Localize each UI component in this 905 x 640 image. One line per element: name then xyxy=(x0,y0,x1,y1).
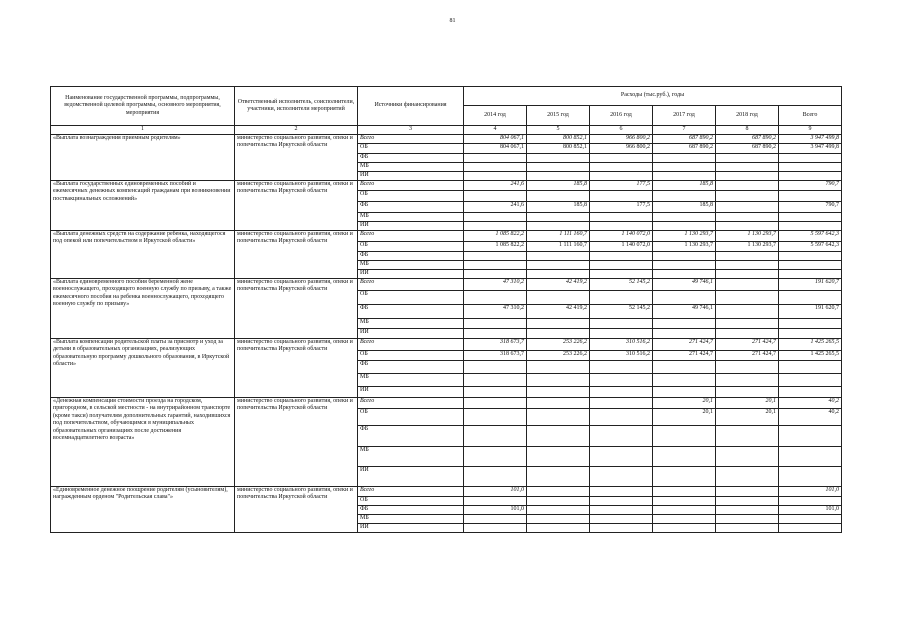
amount-cell: 20,1 xyxy=(653,408,716,425)
amount-cell xyxy=(527,290,590,304)
amount-cell xyxy=(716,162,779,171)
amount-cell xyxy=(590,505,653,514)
amount-cell xyxy=(779,290,842,304)
amount-cell xyxy=(590,446,653,466)
executor: министерство социального развития, опеки и попечительства Иркутской области xyxy=(235,338,358,397)
funding-source: ОБ xyxy=(358,496,464,505)
amount-cell: 177,5 xyxy=(590,201,653,212)
amount-cell: 5 597 642,3 xyxy=(779,241,842,251)
amount-cell xyxy=(653,162,716,171)
table-row xyxy=(51,180,842,190)
table-row xyxy=(51,134,842,143)
funding-source: ФБ xyxy=(358,360,464,373)
activity-name: «Выплата компенсации родительской платы за присмотр и уход за детьми в образовательных организациях, реализующих образовательную программу дошкольного образования, в Иркутской области» xyxy=(51,338,235,397)
amount-cell xyxy=(716,290,779,304)
amount-cell xyxy=(527,153,590,162)
funding-source: МБ xyxy=(358,260,464,269)
amount-cell: 40,2 xyxy=(779,397,842,408)
amount-cell xyxy=(527,212,590,221)
amount-cell xyxy=(464,212,527,221)
amount-cell: 271 424,7 xyxy=(653,350,716,360)
amount-cell xyxy=(464,328,527,338)
amount-cell xyxy=(464,260,527,269)
column-numbers-row xyxy=(51,126,842,135)
amount-cell: 800 852,1 xyxy=(527,134,590,143)
executor: министерство социального развития, опеки и попечительства Иркутской области xyxy=(235,397,358,486)
amount-cell: 310 516,2 xyxy=(590,350,653,360)
amount-cell xyxy=(653,269,716,278)
amount-cell: 1 085 822,2 xyxy=(464,230,527,241)
funding-source: ИИ xyxy=(358,386,464,397)
executor: министерство социального развития, опеки и попечительства Иркутской области xyxy=(235,134,358,180)
funding-source: ФБ xyxy=(358,304,464,318)
amount-cell xyxy=(464,269,527,278)
amount-cell xyxy=(653,260,716,269)
executor: министерство социального развития, опеки и попечительства Иркутской области xyxy=(235,278,358,338)
amount-cell: 3 947 499,8 xyxy=(779,143,842,153)
activity-name: «Денежная компенсация стоимости проезда на городском, пригородном, в сельской местности - на внутрирайонном транспорте (кроме такси) получателям дополнительных гарантий, находившихся под попечительством, обучающимся в муниципальных образовательных организациях после достижения восемнадцатилетнего возраста» xyxy=(51,397,235,486)
amount-cell xyxy=(590,486,653,496)
amount-cell xyxy=(716,328,779,338)
amount-cell xyxy=(527,386,590,397)
amount-cell: 42 419,2 xyxy=(527,304,590,318)
column-number: 4 xyxy=(464,126,527,135)
amount-cell xyxy=(716,505,779,514)
amount-cell xyxy=(779,221,842,230)
funding-source: ОБ xyxy=(358,350,464,360)
amount-cell xyxy=(779,260,842,269)
amount-cell xyxy=(716,260,779,269)
amount-cell: 101,0 xyxy=(779,505,842,514)
column-number: 9 xyxy=(779,126,842,135)
funding-source: МБ xyxy=(358,446,464,466)
amount-cell xyxy=(590,408,653,425)
amount-cell: 5 597 642,3 xyxy=(779,230,842,241)
amount-cell: 310 516,2 xyxy=(590,338,653,350)
amount-cell: 1 111 160,7 xyxy=(527,230,590,241)
amount-cell: 47 310,2 xyxy=(464,278,527,290)
amount-cell xyxy=(464,318,527,328)
column-number: 7 xyxy=(653,126,716,135)
amount-cell xyxy=(716,318,779,328)
amount-cell: 52 145,2 xyxy=(590,278,653,290)
amount-cell xyxy=(653,446,716,466)
header-executor: Ответственный исполнитель, соисполнители, участники, исполнители мероприятий xyxy=(235,87,358,126)
amount-cell xyxy=(527,514,590,523)
amount-cell xyxy=(527,496,590,505)
amount-cell: 241,6 xyxy=(464,201,527,212)
funding-source: МБ xyxy=(358,318,464,328)
amount-cell: 318 673,7 xyxy=(464,338,527,350)
amount-cell xyxy=(590,251,653,260)
amount-cell xyxy=(716,171,779,180)
amount-cell xyxy=(716,466,779,486)
amount-cell xyxy=(716,190,779,201)
amount-cell xyxy=(590,190,653,201)
amount-cell xyxy=(527,260,590,269)
amount-cell xyxy=(590,162,653,171)
amount-cell xyxy=(716,269,779,278)
amount-cell xyxy=(464,251,527,260)
table-row xyxy=(51,486,842,496)
amount-cell xyxy=(590,171,653,180)
amount-cell xyxy=(590,514,653,523)
amount-cell xyxy=(779,514,842,523)
amount-cell xyxy=(527,505,590,514)
amount-cell xyxy=(527,486,590,496)
amount-cell: 1 130 293,7 xyxy=(716,241,779,251)
funding-source: Всего xyxy=(358,397,464,408)
amount-cell: 687 890,2 xyxy=(653,143,716,153)
amount-cell: 241,6 xyxy=(464,180,527,190)
amount-cell xyxy=(716,486,779,496)
amount-cell xyxy=(590,290,653,304)
amount-cell: 1 425 265,5 xyxy=(779,350,842,360)
amount-cell xyxy=(779,386,842,397)
amount-cell xyxy=(779,425,842,446)
amount-cell: 191 620,7 xyxy=(779,278,842,290)
amount-cell: 185,8 xyxy=(527,201,590,212)
funding-source: ФБ xyxy=(358,201,464,212)
amount-cell: 1 085 822,2 xyxy=(464,241,527,251)
amount-cell: 687 890,2 xyxy=(716,143,779,153)
header-year: 2014 год xyxy=(464,106,527,126)
amount-cell: 790,7 xyxy=(779,201,842,212)
amount-cell: 1 130 293,7 xyxy=(716,230,779,241)
amount-cell xyxy=(464,496,527,505)
amount-cell: 253 226,2 xyxy=(527,338,590,350)
amount-cell: 185,8 xyxy=(653,201,716,212)
amount-cell xyxy=(464,523,527,532)
funding-source: ОБ xyxy=(358,241,464,251)
amount-cell xyxy=(527,397,590,408)
amount-cell xyxy=(779,153,842,162)
column-number: 8 xyxy=(716,126,779,135)
executor: министерство социального развития, опеки и попечительства Иркутской области xyxy=(235,180,358,230)
amount-cell xyxy=(464,466,527,486)
header-name: Наименование государственной программы, подпрограммы, ведомственной целевой программы, основного мероприятия, мероприятия xyxy=(51,87,235,126)
amount-cell xyxy=(779,466,842,486)
amount-cell xyxy=(464,221,527,230)
header-expenses: Расходы (тыс.руб.), годы xyxy=(464,87,842,106)
funding-source: ОБ xyxy=(358,190,464,201)
amount-cell xyxy=(464,153,527,162)
table-body xyxy=(51,134,842,532)
amount-cell: 49 746,1 xyxy=(653,278,716,290)
funding-source: ФБ xyxy=(358,153,464,162)
amount-cell: 800 852,1 xyxy=(527,143,590,153)
amount-cell: 1 425 265,5 xyxy=(779,338,842,350)
amount-cell xyxy=(653,290,716,304)
amount-cell: 1 140 072,0 xyxy=(590,241,653,251)
amount-cell xyxy=(779,496,842,505)
amount-cell xyxy=(590,373,653,386)
activity-name: «Выплата государственных единовременных пособий и ежемесячных денежных компенсаций гражданам при возникновении поствакцинальных осложнений» xyxy=(51,180,235,230)
amount-cell xyxy=(527,523,590,532)
amount-cell: 271 424,7 xyxy=(716,338,779,350)
amount-cell: 47 310,2 xyxy=(464,304,527,318)
amount-cell xyxy=(464,190,527,201)
amount-cell xyxy=(653,386,716,397)
funding-source: ИИ xyxy=(358,171,464,180)
amount-cell: 40,2 xyxy=(779,408,842,425)
amount-cell xyxy=(653,425,716,446)
amount-cell: 20,1 xyxy=(716,408,779,425)
amount-cell xyxy=(653,514,716,523)
header-year: 2017 год xyxy=(653,106,716,126)
amount-cell xyxy=(653,360,716,373)
amount-cell xyxy=(527,446,590,466)
amount-cell xyxy=(464,373,527,386)
amount-cell xyxy=(527,171,590,180)
amount-cell xyxy=(653,171,716,180)
amount-cell xyxy=(653,328,716,338)
amount-cell xyxy=(590,260,653,269)
funding-source: Всего xyxy=(358,278,464,290)
amount-cell: 687 890,2 xyxy=(716,134,779,143)
amount-cell xyxy=(779,212,842,221)
funding-source: Всего xyxy=(358,486,464,496)
amount-cell xyxy=(527,373,590,386)
amount-cell xyxy=(590,328,653,338)
funding-source: ИИ xyxy=(358,328,464,338)
table-row xyxy=(51,397,842,408)
amount-cell xyxy=(653,486,716,496)
amount-cell xyxy=(464,408,527,425)
amount-cell xyxy=(716,221,779,230)
funding-source: ОБ xyxy=(358,408,464,425)
amount-cell xyxy=(653,505,716,514)
amount-cell: 790,7 xyxy=(779,180,842,190)
amount-cell xyxy=(464,514,527,523)
funding-source: ФБ xyxy=(358,505,464,514)
amount-cell xyxy=(527,190,590,201)
amount-cell xyxy=(716,180,779,190)
amount-cell: 1 140 072,0 xyxy=(590,230,653,241)
amount-cell xyxy=(653,318,716,328)
column-number: 1 xyxy=(51,126,235,135)
amount-cell xyxy=(779,373,842,386)
amount-cell: 1 130 293,7 xyxy=(653,230,716,241)
amount-cell xyxy=(464,425,527,446)
amount-cell xyxy=(464,171,527,180)
amount-cell xyxy=(779,171,842,180)
amount-cell xyxy=(716,446,779,466)
amount-cell xyxy=(590,425,653,446)
funding-source: ИИ xyxy=(358,523,464,532)
funding-source: ИИ xyxy=(358,221,464,230)
amount-cell xyxy=(653,373,716,386)
funding-source: МБ xyxy=(358,373,464,386)
amount-cell xyxy=(527,318,590,328)
amount-cell: 804 067,1 xyxy=(464,134,527,143)
amount-cell xyxy=(716,251,779,260)
expenses-table xyxy=(50,86,842,533)
header-year: 2015 год xyxy=(527,106,590,126)
header-year: Всего xyxy=(779,106,842,126)
amount-cell xyxy=(653,523,716,532)
header-year: 2016 год xyxy=(590,106,653,126)
amount-cell xyxy=(590,496,653,505)
amount-cell xyxy=(590,360,653,373)
amount-cell xyxy=(779,360,842,373)
amount-cell xyxy=(716,386,779,397)
amount-cell: 177,5 xyxy=(590,180,653,190)
funding-source: ФБ xyxy=(358,251,464,260)
amount-cell xyxy=(590,212,653,221)
amount-cell: 101,0 xyxy=(464,486,527,496)
amount-cell xyxy=(590,153,653,162)
funding-source: ИИ xyxy=(358,466,464,486)
amount-cell: 52 145,2 xyxy=(590,304,653,318)
amount-cell: 20,1 xyxy=(716,397,779,408)
amount-cell xyxy=(464,446,527,466)
column-number: 6 xyxy=(590,126,653,135)
amount-cell xyxy=(716,523,779,532)
executor: министерство социального развития, опеки и попечительства Иркутской области xyxy=(235,486,358,532)
column-number: 3 xyxy=(358,126,464,135)
amount-cell xyxy=(590,523,653,532)
amount-cell: 318 673,7 xyxy=(464,350,527,360)
amount-cell: 1 111 160,7 xyxy=(527,241,590,251)
activity-name: «Выплата единовременного пособия беременной жене военнослужащего, проходящего военную службу по призыву, а также ежемесячного пособия на ребенка военнослужащего, проходящего военную службу по призыву» xyxy=(51,278,235,338)
amount-cell xyxy=(653,153,716,162)
amount-cell xyxy=(527,328,590,338)
amount-cell xyxy=(653,251,716,260)
amount-cell xyxy=(716,212,779,221)
amount-cell xyxy=(527,466,590,486)
funding-source: ОБ xyxy=(358,143,464,153)
header-source: Источники финансирования xyxy=(358,87,464,126)
amount-cell xyxy=(716,153,779,162)
amount-cell: 1 130 293,7 xyxy=(653,241,716,251)
activity-name: «Выплата денежных средств на содержание ребенка, находящегося под опекой или попечительством в Иркутской области» xyxy=(51,230,235,278)
amount-cell xyxy=(779,446,842,466)
amount-cell: 271 424,7 xyxy=(653,338,716,350)
amount-cell xyxy=(779,328,842,338)
activity-name: «Выплата вознаграждения приемным родителям» xyxy=(51,134,235,180)
amount-cell xyxy=(464,397,527,408)
amount-cell xyxy=(653,190,716,201)
activity-name: «Единовременное денежное поощрение родителям (усыновителям), награжденным орденом "Родительская слава"» xyxy=(51,486,235,532)
amount-cell xyxy=(527,221,590,230)
amount-cell: 185,8 xyxy=(527,180,590,190)
funding-source: Всего xyxy=(358,338,464,350)
amount-cell: 253 226,2 xyxy=(527,350,590,360)
amount-cell xyxy=(464,360,527,373)
column-number: 2 xyxy=(235,126,358,135)
amount-cell xyxy=(527,408,590,425)
amount-cell xyxy=(590,386,653,397)
table-row xyxy=(51,230,842,241)
funding-source: ОБ xyxy=(358,290,464,304)
amount-cell xyxy=(716,201,779,212)
amount-cell xyxy=(653,221,716,230)
amount-cell: 966 800,2 xyxy=(590,134,653,143)
amount-cell: 804 067,1 xyxy=(464,143,527,153)
amount-cell xyxy=(527,251,590,260)
amount-cell xyxy=(527,425,590,446)
funding-source: МБ xyxy=(358,212,464,221)
amount-cell xyxy=(590,466,653,486)
amount-cell xyxy=(464,386,527,397)
amount-cell xyxy=(464,162,527,171)
funding-source: ФБ xyxy=(358,425,464,446)
amount-cell xyxy=(590,269,653,278)
amount-cell: 3 947 499,8 xyxy=(779,134,842,143)
funding-source: ИИ xyxy=(358,269,464,278)
amount-cell xyxy=(716,360,779,373)
amount-cell: 101,0 xyxy=(464,505,527,514)
amount-cell xyxy=(653,496,716,505)
amount-cell xyxy=(464,290,527,304)
amount-cell xyxy=(716,496,779,505)
amount-cell xyxy=(590,318,653,328)
amount-cell xyxy=(779,318,842,328)
table-row xyxy=(51,338,842,350)
amount-cell xyxy=(716,304,779,318)
amount-cell xyxy=(653,212,716,221)
amount-cell xyxy=(779,162,842,171)
amount-cell: 49 746,1 xyxy=(653,304,716,318)
amount-cell: 687 890,2 xyxy=(653,134,716,143)
amount-cell xyxy=(716,278,779,290)
funding-source: Всего xyxy=(358,134,464,143)
amount-cell: 42 419,2 xyxy=(527,278,590,290)
executor: министерство социального развития, опеки и попечительства Иркутской области xyxy=(235,230,358,278)
header-year: 2018 год xyxy=(716,106,779,126)
funding-source: Всего xyxy=(358,230,464,241)
amount-cell: 20,1 xyxy=(653,397,716,408)
page-number: 81 xyxy=(449,18,456,24)
column-number: 5 xyxy=(527,126,590,135)
amount-cell xyxy=(779,190,842,201)
funding-source: Всего xyxy=(358,180,464,190)
amount-cell: 185,8 xyxy=(653,180,716,190)
amount-cell xyxy=(779,269,842,278)
amount-cell xyxy=(716,514,779,523)
table-row xyxy=(51,278,842,290)
amount-cell xyxy=(590,221,653,230)
amount-cell xyxy=(716,425,779,446)
amount-cell xyxy=(653,466,716,486)
funding-source: МБ xyxy=(358,514,464,523)
funding-source: МБ xyxy=(358,162,464,171)
amount-cell: 966 800,2 xyxy=(590,143,653,153)
amount-cell xyxy=(527,360,590,373)
amount-cell: 191 620,7 xyxy=(779,304,842,318)
amount-cell: 271 424,7 xyxy=(716,350,779,360)
amount-cell xyxy=(527,162,590,171)
amount-cell xyxy=(779,251,842,260)
amount-cell xyxy=(779,523,842,532)
amount-cell xyxy=(527,269,590,278)
amount-cell xyxy=(590,397,653,408)
amount-cell xyxy=(716,373,779,386)
amount-cell: 101,0 xyxy=(779,486,842,496)
